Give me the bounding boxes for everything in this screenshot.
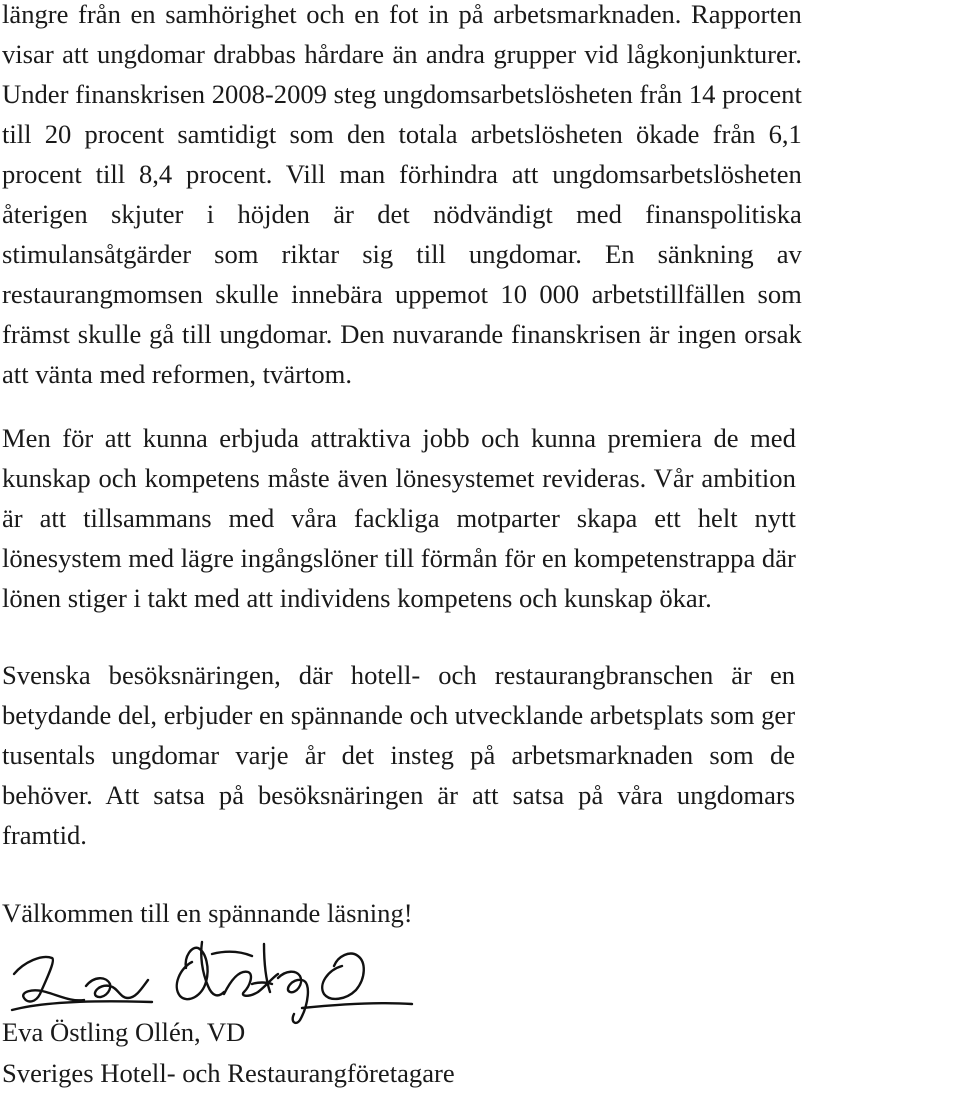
- text-line: Under finanskrisen 2008-2009 steg ungdomsarbetslösheten från 14 procent: [2, 79, 802, 109]
- paragraph-1: [2, 0, 802, 394]
- paragraph-3: [2, 655, 795, 855]
- paragraph-2: [2, 418, 796, 618]
- text-line: Svenska besöksnäringen, där hotell- och restaurangbranschen är en: [2, 660, 796, 690]
- text-line: att vänta med reformen, tvärtom.: [2, 359, 353, 389]
- closing-line: Välkommen till en spännande läsning!: [2, 898, 413, 928]
- text-line: återigen skjuter i höjden är det nödvändigt med finanspolitiska: [2, 199, 802, 229]
- text-line: visar att ungdomar drabbas hårdare än andra grupper vid lågkonjunkturer.: [2, 39, 802, 69]
- text-line: till 20 procent samtidigt som den totala arbetslösheten ökade från 6,1: [2, 119, 802, 149]
- text-line: behöver. Att satsa på besöksnäringen är att satsa på våra ungdomars: [2, 780, 796, 810]
- text-line: framtid.: [2, 820, 87, 850]
- text-line: stimulansåtgärder som riktar sig till ungdomar. En sänkning av: [2, 239, 802, 269]
- text-line: tusentals ungdomar varje år det insteg på arbetsmarknaden som de: [2, 740, 796, 770]
- text-line: Men för att kunna erbjuda attraktiva jobb och kunna premiera de med: [2, 423, 796, 453]
- text-line: kunskap och kompetens måste även lönesystemet revideras. Vår ambition: [2, 463, 796, 493]
- text-line: lönen stiger i takt med att individens kompetens och kunskap ökar.: [2, 583, 712, 613]
- signer-organization: Sveriges Hotell- och Restaurangföretagare: [2, 1058, 455, 1088]
- text-line: längre från en samhörighet och en fot in på arbetsmarknaden. Rapporten: [2, 0, 802, 29]
- text-line: procent till 8,4 procent. Vill man förhindra att ungdomsarbetslösheten: [2, 159, 802, 189]
- signer-name: Eva Östling Ollén, VD: [2, 1017, 246, 1047]
- text-line: är att tillsammans med våra fackliga motparter skapa ett helt nytt: [2, 503, 796, 533]
- text-line: främst skulle gå till ungdomar. Den nuvarande finanskrisen är ingen orsak: [2, 319, 802, 349]
- text-line: lönesystem med lägre ingångslöner till förmån för en kompetenstrappa där: [2, 543, 796, 573]
- text-line: restaurangmomsen skulle innebära uppemot 10 000 arbetstillfällen som: [2, 279, 802, 309]
- text-line: betydande del, erbjuder en spännande och utvecklande arbetsplats som ger: [2, 700, 796, 730]
